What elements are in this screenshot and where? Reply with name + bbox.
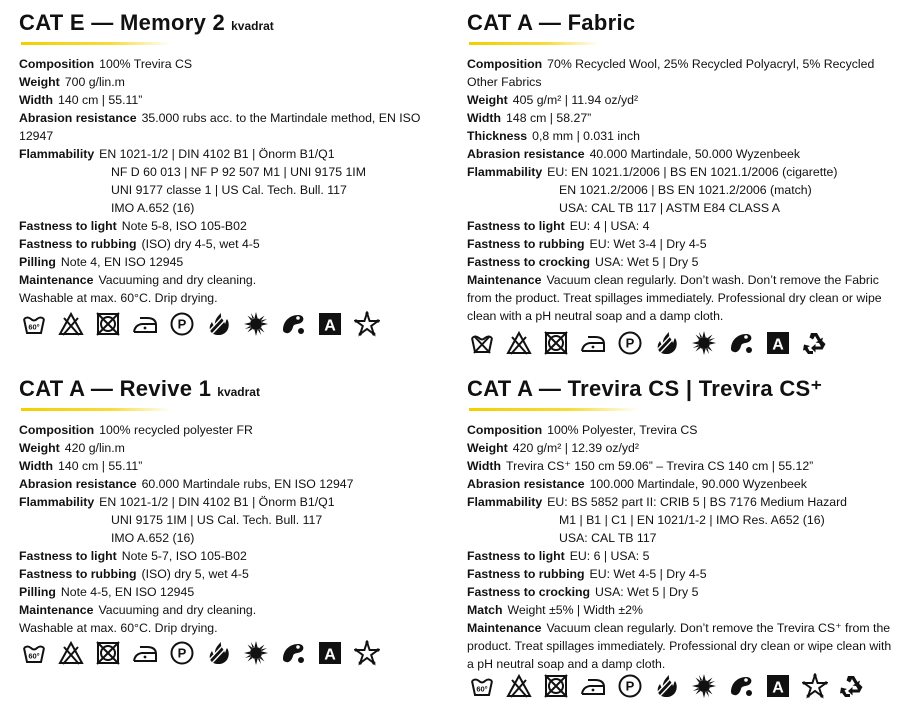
spec-label: Maintenance xyxy=(19,603,94,617)
spec-row xyxy=(467,163,897,181)
spec-label: Pilling xyxy=(19,255,56,269)
spec-value: USA: Wet 5 | Dry 5 xyxy=(595,585,699,599)
svg-text:P: P xyxy=(625,335,635,351)
spec-value-continued: USA: CAL TB 117 | ASTM E84 CLASS A xyxy=(559,201,780,215)
wash-60-icon xyxy=(469,673,495,699)
svg-text:P: P xyxy=(177,316,187,332)
spec-row xyxy=(467,127,897,145)
care-icons xyxy=(21,311,380,337)
no-tumble-dry-icon xyxy=(543,330,569,356)
no-bleach-icon xyxy=(506,330,532,356)
spec-list xyxy=(467,421,897,673)
no-tumble-dry-icon xyxy=(543,673,569,699)
spec-block xyxy=(19,8,444,307)
spec-label: Fastness to light xyxy=(467,219,565,233)
product-title-text: CAT A — Revive 1 xyxy=(19,376,212,401)
lightfastness-icon xyxy=(243,311,269,337)
spec-value-continued: Washable at max. 60°C. Drip drying. xyxy=(19,291,218,305)
spec-value: EU: EN 1021.1/2006 | BS EN 1021.1/2006 (cigarette) xyxy=(547,165,838,179)
spec-value-continued: IMO A.652 (16) xyxy=(111,531,195,545)
abrasion-icon xyxy=(728,673,754,699)
spec-list xyxy=(19,421,444,637)
spec-value: 100% recycled polyester FR xyxy=(99,423,253,437)
product-title xyxy=(19,374,444,407)
spec-value: 60.000 Martindale rubs, EN ISO 12947 xyxy=(141,477,354,491)
spec-row xyxy=(19,493,444,511)
spec-value-continued: NF D 60 013 | NF P 92 507 M1 | UNI 9175 1IM xyxy=(111,165,366,179)
spec-value: Vacuuming and dry cleaning. xyxy=(98,603,257,617)
lightfastness-icon xyxy=(243,640,269,666)
spec-value: EU: BS 5852 part II: CRIB 5 | BS 7176 Medium Hazard xyxy=(547,495,847,509)
spec-row xyxy=(19,235,444,253)
spec-row xyxy=(467,91,897,109)
spec-row xyxy=(467,55,897,91)
flame-retardant-icon xyxy=(654,330,680,356)
spec-label: Maintenance xyxy=(467,273,542,287)
svg-text:A: A xyxy=(324,317,336,335)
spec-row xyxy=(467,547,897,565)
no-wash-icon xyxy=(469,330,495,356)
product-title xyxy=(19,8,444,41)
spec-value-continued: Washable at max. 60°C. Drip drying. xyxy=(19,621,218,635)
spec-value: (ISO) dry 4-5, wet 4-5 xyxy=(141,237,260,251)
spec-value: (ISO) dry 5, wet 4-5 xyxy=(141,567,249,581)
spec-row xyxy=(467,253,897,271)
spec-row xyxy=(467,145,897,163)
spec-list xyxy=(19,55,444,307)
spec-row xyxy=(19,109,444,145)
spec-label: Weight xyxy=(19,75,60,89)
spec-label: Maintenance xyxy=(467,621,542,635)
spec-value: Weight ±5% | Width ±2% xyxy=(507,603,643,617)
spec-value-continued: EN 1021.2/2006 | BS EN 1021.2/2006 (match) xyxy=(559,183,812,197)
no-tumble-dry-icon xyxy=(95,640,121,666)
spec-value: 100% Polyester, Trevira CS xyxy=(547,423,698,437)
title-underline xyxy=(469,408,639,411)
spec-value: 420 g/m² | 12.39 oz/yd² xyxy=(512,441,639,455)
spec-label: Fastness to crocking xyxy=(467,255,591,269)
spec-row xyxy=(467,271,897,325)
spec-value: EN 1021-1/2 | DIN 4102 B1 | Önorm B1/Q1 xyxy=(99,495,335,509)
spec-value: 140 cm | 55.11” xyxy=(58,93,143,107)
spec-label: Match xyxy=(467,603,503,617)
title-underline xyxy=(21,42,171,45)
title-underline xyxy=(469,42,599,45)
spec-value: Note 4, EN ISO 12945 xyxy=(60,255,184,269)
star-pilling-icon xyxy=(802,673,828,699)
spec-value: Vacuum clean regularly. Don’t remove the Trevira CS⁺ from the product. Treat spillages immediately. Professional dry clean or wipe clean with a pH neutral soap and a damp cloth. xyxy=(467,621,892,671)
spec-row xyxy=(467,583,897,601)
spec-label: Abrasion resistance xyxy=(467,477,585,491)
abrasion-icon xyxy=(280,311,306,337)
spec-row xyxy=(467,601,897,619)
spec-label: Fastness to light xyxy=(19,549,117,563)
spec-value: 35.000 rubs acc. to the Martindale method, EN ISO 12947 xyxy=(19,111,421,143)
svg-text:60°: 60° xyxy=(28,651,40,661)
spec-label: Composition xyxy=(467,57,543,71)
spec-label: Fastness to crocking xyxy=(467,585,591,599)
spec-row xyxy=(19,421,444,439)
spec-label: Width xyxy=(467,111,502,125)
no-bleach-icon xyxy=(58,311,84,337)
lightfastness-icon xyxy=(691,673,717,699)
spec-row xyxy=(467,493,897,511)
recycle-icon xyxy=(839,673,865,699)
spec-row xyxy=(19,601,444,619)
spec-value-continued: USA: CAL TB 117 xyxy=(559,531,657,545)
spec-label: Abrasion resistance xyxy=(19,111,137,125)
spec-row xyxy=(19,565,444,583)
spec-label: Fastness to rubbing xyxy=(467,237,585,251)
spec-value: 0,8 mm | 0.031 inch xyxy=(532,129,640,143)
spec-row xyxy=(19,55,444,73)
spec-value: 100.000 Martindale, 90.000 Wyzenbeek xyxy=(589,477,807,491)
dry-clean-p-icon xyxy=(169,640,195,666)
spec-value-continued: UNI 9177 classe 1 | US Cal. Tech. Bull. 117 xyxy=(111,183,347,197)
spec-value: Note 5-8, ISO 105-B02 xyxy=(121,219,247,233)
product-title-text: CAT E — Memory 2 xyxy=(19,10,226,35)
spec-row xyxy=(467,457,897,475)
spec-value: 100% Trevira CS xyxy=(99,57,193,71)
spec-value: EN 1021-1/2 | DIN 4102 B1 | Önorm B1/Q1 xyxy=(99,147,335,161)
spec-value: 420 g/lin.m xyxy=(64,441,125,455)
spec-block xyxy=(467,374,897,673)
flame-retardant-icon xyxy=(206,311,232,337)
spec-row xyxy=(19,475,444,493)
spec-row xyxy=(19,457,444,475)
svg-text:60°: 60° xyxy=(476,684,488,694)
spec-row xyxy=(19,271,444,289)
star-pilling-icon xyxy=(354,640,380,666)
a-rating-icon xyxy=(765,330,791,356)
title-underline xyxy=(21,408,171,411)
spec-label: Fastness to light xyxy=(19,219,117,233)
spec-value: EU: 6 | USA: 5 xyxy=(569,549,650,563)
spec-block xyxy=(467,8,897,325)
a-rating-icon xyxy=(765,673,791,699)
spec-label: Flammability xyxy=(467,495,543,509)
spec-label: Fastness to rubbing xyxy=(19,237,137,251)
iron-low-icon xyxy=(580,673,606,699)
dry-clean-p-icon xyxy=(169,311,195,337)
spec-value: EU: 4 | USA: 4 xyxy=(569,219,650,233)
spec-row xyxy=(19,73,444,91)
spec-block xyxy=(19,374,444,637)
spec-label: Fastness to rubbing xyxy=(19,567,137,581)
spec-label: Composition xyxy=(467,423,543,437)
star-pilling-icon xyxy=(354,311,380,337)
spec-value: Trevira CS⁺ 150 cm 59.06” – Trevira CS 140 cm | 55.12” xyxy=(506,459,814,473)
product-title-text: CAT A — Fabric xyxy=(467,10,636,35)
spec-row xyxy=(467,619,897,673)
spec-value: 700 g/lin.m xyxy=(64,75,125,89)
spec-row xyxy=(467,421,897,439)
spec-row xyxy=(19,91,444,109)
svg-text:P: P xyxy=(177,645,187,661)
spec-label: Width xyxy=(19,93,54,107)
spec-label: Fastness to light xyxy=(467,549,565,563)
wash-60-icon xyxy=(21,311,47,337)
spec-label: Weight xyxy=(467,93,508,107)
svg-text:P: P xyxy=(625,678,635,694)
spec-row xyxy=(467,109,897,127)
spec-label: Width xyxy=(467,459,502,473)
spec-label: Flammability xyxy=(19,495,95,509)
spec-value-continued: IMO A.652 (16) xyxy=(111,201,195,215)
no-bleach-icon xyxy=(506,673,532,699)
care-icons xyxy=(21,640,380,666)
spec-value: 148 cm | 58.27” xyxy=(506,111,592,125)
iron-low-icon xyxy=(132,640,158,666)
svg-text:60°: 60° xyxy=(28,322,40,332)
a-rating-icon xyxy=(317,311,343,337)
spec-value: 70% Recycled Wool, 25% Recycled Polyacryl, 5% Recycled Other Fabrics xyxy=(467,57,875,89)
spec-value: 405 g/m² | 11.94 oz/yd² xyxy=(512,93,639,107)
svg-text:A: A xyxy=(772,336,784,354)
spec-row xyxy=(467,439,897,457)
spec-value: 140 cm | 55.11” xyxy=(58,459,143,473)
a-rating-icon xyxy=(317,640,343,666)
spec-list xyxy=(467,55,897,325)
spec-label: Thickness xyxy=(467,129,528,143)
spec-row xyxy=(19,547,444,565)
spec-value: Vacuum clean regularly. Don’t wash. Don’t remove the Fabric from the product. Treat spillages immediately. Professional dry clean or wipe clean with a pH neutral soap and a damp cloth. xyxy=(467,273,882,323)
spec-label: Width xyxy=(19,459,54,473)
product-title-text: CAT A — Trevira CS | Trevira CS⁺ xyxy=(467,376,823,401)
spec-row xyxy=(19,145,444,163)
spec-label: Fastness to rubbing xyxy=(467,567,585,581)
spec-row xyxy=(19,439,444,457)
wash-60-icon xyxy=(21,640,47,666)
spec-value: EU: Wet 3-4 | Dry 4-5 xyxy=(589,237,707,251)
dry-clean-p-icon xyxy=(617,330,643,356)
spec-row xyxy=(19,217,444,235)
iron-low-icon xyxy=(132,311,158,337)
spec-label: Weight xyxy=(467,441,508,455)
spec-value: USA: Wet 5 | Dry 5 xyxy=(595,255,699,269)
svg-text:A: A xyxy=(772,679,784,697)
product-title xyxy=(467,374,897,407)
spec-value: 40.000 Martindale, 50.000 Wyzenbeek xyxy=(589,147,801,161)
spec-label: Maintenance xyxy=(19,273,94,287)
spec-row xyxy=(19,253,444,271)
flame-retardant-icon xyxy=(654,673,680,699)
spec-value: Vacuuming and dry cleaning. xyxy=(98,273,257,287)
spec-label: Abrasion resistance xyxy=(19,477,137,491)
spec-label: Flammability xyxy=(19,147,95,161)
abrasion-icon xyxy=(728,330,754,356)
spec-value: Note 4-5, EN ISO 12945 xyxy=(60,585,195,599)
dry-clean-p-icon xyxy=(617,673,643,699)
no-tumble-dry-icon xyxy=(95,311,121,337)
spec-row xyxy=(467,475,897,493)
care-icons xyxy=(469,330,828,356)
no-bleach-icon xyxy=(58,640,84,666)
spec-value-continued: M1 | B1 | C1 | EN 1021/1-2 | IMO Res. A652 (16) xyxy=(559,513,825,527)
flame-retardant-icon xyxy=(206,640,232,666)
spec-label: Pilling xyxy=(19,585,56,599)
spec-label: Composition xyxy=(19,57,95,71)
spec-row xyxy=(467,217,897,235)
spec-row xyxy=(19,583,444,601)
care-icons xyxy=(469,673,865,699)
spec-row xyxy=(467,565,897,583)
abrasion-icon xyxy=(280,640,306,666)
brand-label: kvadrat xyxy=(231,19,274,33)
lightfastness-icon xyxy=(691,330,717,356)
spec-label: Abrasion resistance xyxy=(467,147,585,161)
spec-label: Flammability xyxy=(467,165,543,179)
iron-low-icon xyxy=(580,330,606,356)
spec-value-continued: UNI 9175 1IM | US Cal. Tech. Bull. 117 xyxy=(111,513,323,527)
svg-text:A: A xyxy=(324,646,336,664)
product-title xyxy=(467,8,897,41)
spec-label: Composition xyxy=(19,423,95,437)
spec-label: Weight xyxy=(19,441,60,455)
spec-value: EU: Wet 4-5 | Dry 4-5 xyxy=(589,567,707,581)
recycle-icon xyxy=(802,330,828,356)
spec-value: Note 5-7, ISO 105-B02 xyxy=(121,549,247,563)
spec-row xyxy=(467,235,897,253)
brand-label: kvadrat xyxy=(217,385,260,399)
